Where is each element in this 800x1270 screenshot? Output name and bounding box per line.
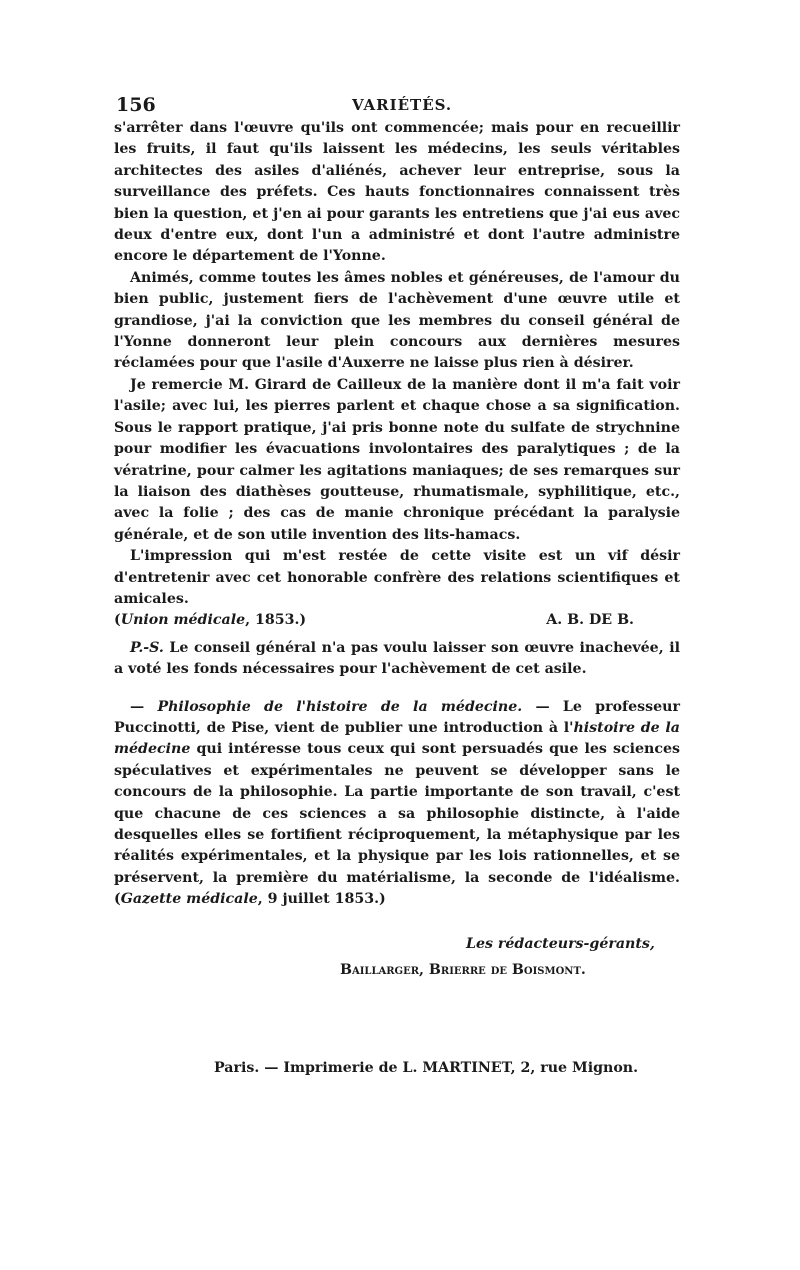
printer-imprint: Paris. — Imprimerie de L. MARTINET, 2, rue Mignon. <box>214 1060 639 1076</box>
philosophie-text-1: — Le professeur Puccinotti, de Pise, vient de publier une introduction à l' <box>114 698 680 736</box>
philosophie-title: Philosophie de l'histoire de la médecine. <box>157 698 523 715</box>
philosophie-date: , 9 juillet 1853.) <box>257 891 386 908</box>
page-number: 156 <box>116 94 156 116</box>
citation-line <box>114 610 680 631</box>
citation-source: (Union médicale, 1853.) <box>114 612 307 629</box>
postscript-paragraph <box>114 638 680 681</box>
philosophie-source: Gazette médicale <box>120 891 258 908</box>
document-page <box>114 92 680 983</box>
running-head: VARIÉTÉS. <box>352 96 453 114</box>
page-header <box>114 92 680 118</box>
citation-year: , 1853.) <box>245 612 307 629</box>
paragraph-remerciements: Je remercie M. Girard de Cailleux de la manière dont il m'a fait voir l'asile; avec lui, les pierres parlent et chaque chose a sa signification. Sous le rapport pratique, j'ai pris bonne note du sulfate de strychnine pour modifier les évacuations involontaires des paralytiques ; de la vératrine, pour calmer les agitations maniaques; de ses remarques sur la liaison des diathèses goutteuse, rhumatismale, syphilitique, etc., avec la folie ; des cas de manie chronique précédant la paralysie générale, et de son utile invention des lits-hamacs. <box>114 376 680 543</box>
postscript-label: P.-S. <box>130 639 164 656</box>
paragraph-continuation: s'arrêter dans l'œuvre qu'ils ont commencée; mais pour en recueillir les fruits, il faut qu'ils laissent les médecins, les seuls véritables architectes des asiles d'aliénés, achever leur entreprise, sous la surveillance des préfets. Ces hauts fonctionnaires connaissent très bien la question, et j'en ai pour garants les entretiens que j'ai eus avec deux d'entre eux, dont l'un a administré et dont l'autre administre encore le département de l'Yonne. <box>114 120 680 265</box>
philosophie-dash: — <box>130 698 158 715</box>
philosophie-text-2: qui intéresse tous ceux qui sont persuadés que les sciences spéculatives et expérimentales ne peuvent se développer sans le concours de la philosophie. La partie importante de son travail, c'est que chacune de ces sciences a sa philosophie distincte, à l'aide desquelles elles se fortifient réciproquement, la métaphysique par les réalités expérimentales, et la physique par les lois rationnelles, et se préservent, la première du matérialisme, la seconde de l'idéalisme. ( <box>114 741 680 908</box>
philosophie-paragraph <box>114 697 680 911</box>
editors-signature <box>114 931 680 983</box>
paragraph-impression: L'impression qui m'est restée de cette visite est un vif désir d'entretenir avec cet honorable confrère des relations scientifiques et amicales. <box>114 548 680 607</box>
paragraph-animes: Animés, comme toutes les âmes nobles et généreuses, de l'amour du bien public, justement fiers de l'achèvement d'une œuvre utile et grandiose, j'ai la conviction que les membres du conseil général de l'Yonne donneront leur plein concours aux dernières mesures réclamées pour que l'asile d'Auxerre ne laisse plus rien à désirer. <box>114 269 680 372</box>
article-body <box>114 118 680 911</box>
section-gap <box>114 681 680 697</box>
citation-journal: Union médicale <box>120 612 246 629</box>
signature-names: Baillarger, Brierre de Boismont. <box>340 961 586 978</box>
philosophie-book-title: histoire de la médecine <box>114 719 680 758</box>
article-author: A. B. DE B. <box>546 612 634 629</box>
signature-title: Les rédacteurs-gérants, <box>466 935 655 952</box>
postscript-text: Le conseil général n'a pas voulu laisser son œuvre inachevée, il a voté les fonds nécessaires pour l'achèvement de cet asile. <box>114 639 680 678</box>
